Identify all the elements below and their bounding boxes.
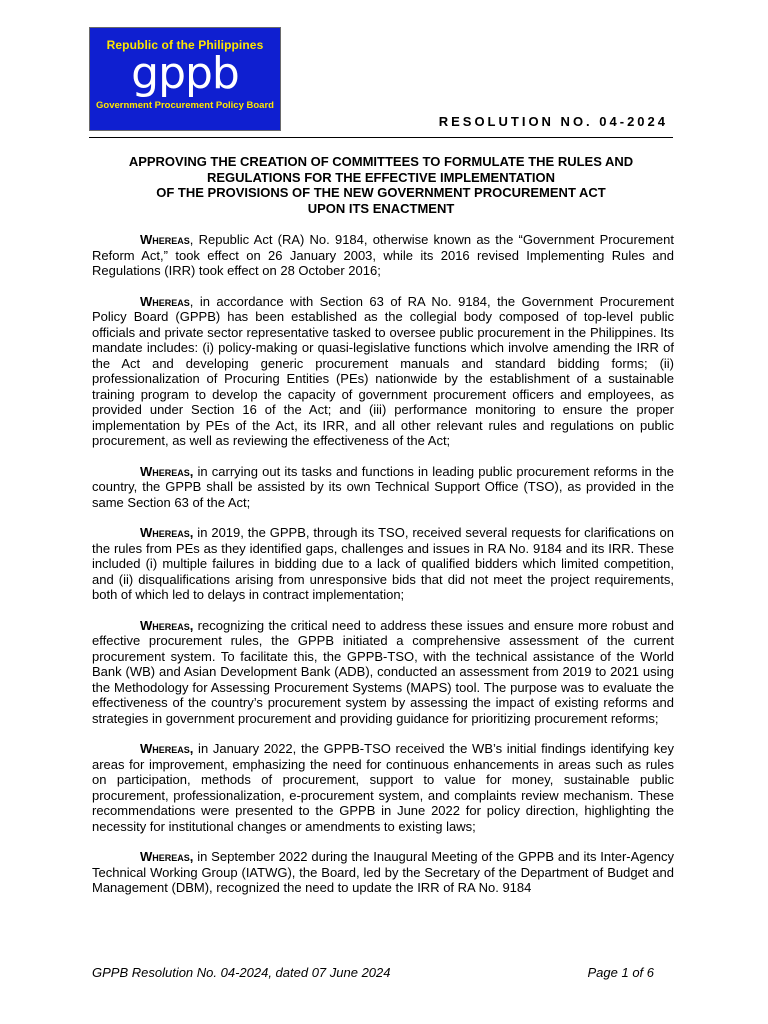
page-number: Page 1 of 6 bbox=[587, 965, 654, 980]
whereas-lead: Whereas, bbox=[140, 463, 194, 479]
logo-top-text: Republic of the Philippines bbox=[106, 38, 264, 52]
page-footer bbox=[92, 965, 654, 980]
gppb-logo bbox=[89, 27, 281, 131]
paragraph-text: in September 2022 during the Inaugural Meeting of the GPPB and its Inter-Agency Technical Working Group (IATWG), the Board, led by the Secretary of the Department of Budget and Management (DBM), recognized the need to update the IRR of RA No. 9184 bbox=[92, 849, 674, 895]
whereas-lead: Whereas, bbox=[140, 849, 194, 864]
whereas-lead: Whereas bbox=[140, 232, 190, 247]
whereas-lead: Whereas, bbox=[140, 741, 194, 756]
resolution-title bbox=[89, 154, 673, 216]
paragraph-text: in carrying out its tasks and functions in leading public procurement reforms in the country, the GPPB shall be assisted by its own Technical Support Office (TSO), as provided in the same Section 63 of the Act; bbox=[92, 463, 674, 510]
whereas-paragraph bbox=[92, 741, 674, 834]
title-line: REGULATIONS FOR THE EFFECTIVE IMPLEMENTATION bbox=[206, 169, 556, 185]
paragraph-text: in 2019, the GPPB, through its TSO, received several requests for clarifications on the rules from PEs as they identified gaps, challenges and issues in RA No. 9184 and its IRR. These included (i) multiple failures in bidding due to a lack of qualified bidders which limited competition, and (ii) disqualifications arising from unresponsive bids that did not meet the project requirements, both of which led to delays in contract implementation; bbox=[92, 525, 674, 602]
paragraph-text: in January 2022, the GPPB-TSO received the WB’s initial findings identifying key areas for improvement, emphasizing the need for continuous enhancements in areas such as rules on participation, methods of procurement, support to value for money, sustainable public procurement, professionalization, e-procurement system, and complaints review mechanism. These recommendations were presented to the GPPB in June 2022 for policy direction, highlighting the necessity for institutional changes or amendments to existing laws; bbox=[92, 741, 674, 834]
paragraph-text: recognizing the critical need to address these issues and ensure more robust and effective procurement rules, the GPPB initiated a comprehensive assessment of the current procurement system. To facilitate this, the GPPB-TSO, with the technical assistance of the World Bank (WB) and Asian Development Bank (ADB), conducted an assessment from 2019 to 2021 using the Methodology for Assessing Procurement Systems (MAPS) tool. The purpose was to evaluate the effectiveness of the country’s procurement system by assessing the impact of existing reforms and strategies in government procurement and providing guidance for prioritizing procurement reforms; bbox=[92, 617, 674, 726]
whereas-lead: Whereas bbox=[140, 293, 190, 309]
whereas-paragraph bbox=[92, 525, 674, 603]
paragraph-text: , in accordance with Section 63 of RA No. 9184, the Government Procurement Policy Board (GPPB) has been established as the collegial body composed of top-level public officials and private sector representative tasked to oversee public procurement in the Philippines. Its mandate includes: (i) policy-making or quasi-legislative functions which involve amending the IRR of the Act and developing generic procurement manuals and standard bidding forms; (ii) professionalization of Procuring Entities (PEs) nationwide by the establishment of a sustainable training program to develop the capacity of government procurement officers and employees, as provided under Section 16 of the Act; and (iii) performance monitoring to ensure the proper implementation by PEs of the Act, its IRR, and all other relevant rules and regulations on public procurement, as well as reviewing the effectiveness of the Act; bbox=[92, 293, 674, 448]
logo-bottom-text: Government Procurement Policy Board bbox=[96, 100, 274, 111]
whereas-paragraph bbox=[92, 618, 674, 727]
whereas-paragraph bbox=[92, 464, 674, 511]
resolution-number: RESOLUTION NO. 04-2024 bbox=[438, 114, 668, 129]
header-divider bbox=[89, 137, 673, 138]
resolution-body bbox=[92, 232, 674, 911]
whereas-paragraph bbox=[92, 294, 674, 449]
title-line: OF THE PROVISIONS OF THE NEW GOVERNMENT PROCUREMENT ACT bbox=[156, 185, 606, 200]
title-line: UPON ITS ENACTMENT bbox=[307, 200, 455, 216]
paragraph-text: , Republic Act (RA) No. 9184, otherwise known as the “Government Procurement Reform Act,” took effect on 26 January 2003, while its 2016 revised Implementing Rules and Regulations (IRR) took effect on 28 October 2016; bbox=[92, 232, 674, 278]
whereas-paragraph bbox=[92, 849, 674, 896]
whereas-lead: Whereas, bbox=[140, 525, 194, 540]
footer-reference: GPPB Resolution No. 04-2024, dated 07 June 2024 bbox=[92, 965, 391, 980]
whereas-lead: Whereas, bbox=[140, 617, 194, 633]
whereas-paragraph bbox=[92, 232, 674, 279]
logo-mark: gppb bbox=[131, 48, 239, 99]
title-line: APPROVING THE CREATION OF COMMITTEES TO FORMULATE THE RULES AND bbox=[128, 154, 634, 169]
